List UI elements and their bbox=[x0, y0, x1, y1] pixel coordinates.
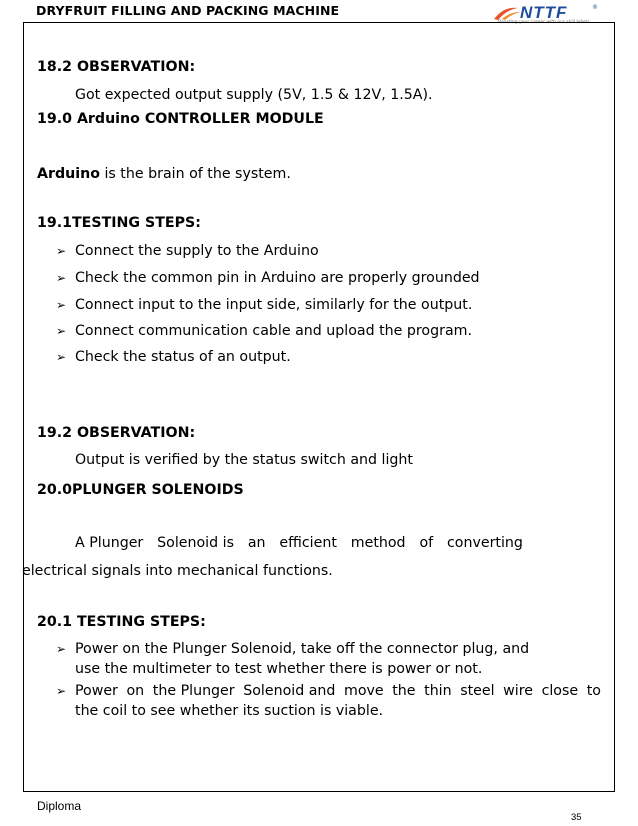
list-item bbox=[56, 323, 472, 339]
step-text: Connect input to the input side, similarly for the output. bbox=[75, 297, 473, 313]
step-text: Connect communication cable and upload the program. bbox=[75, 323, 472, 339]
solenoid-paragraph-line1 bbox=[75, 535, 523, 551]
logo-text: NTTF bbox=[520, 3, 568, 22]
heading-20-0: 20.0PLUNGER SOLENOIDS bbox=[37, 482, 244, 498]
list-item bbox=[56, 349, 291, 365]
word: Solenoid and bbox=[243, 683, 336, 699]
observation-19-2-text: Output is verified by the status switch and light bbox=[75, 452, 413, 468]
word: A Plunger bbox=[75, 535, 144, 551]
word: the bbox=[392, 683, 416, 699]
step-text-continuation: use the multimeter to test whether there is power or not. bbox=[75, 661, 483, 677]
word: an bbox=[247, 535, 266, 551]
nttf-logo bbox=[492, 4, 616, 24]
list-item bbox=[56, 641, 529, 657]
word: Solenoid is bbox=[157, 535, 234, 551]
heading-18-2: 18.2 OBSERVATION: bbox=[37, 59, 196, 75]
bullet-arrow-icon: ➢ bbox=[56, 298, 67, 312]
observation-18-2-text: Got expected output supply (5V, 1.5 & 12V, 1.5A). bbox=[75, 87, 433, 103]
word: to bbox=[586, 683, 601, 699]
logo-tagline: Boosting your career with our skill labels bbox=[498, 20, 590, 25]
arduino-intro-line bbox=[37, 166, 291, 182]
list-item bbox=[56, 683, 75, 699]
word: the Plunger bbox=[152, 683, 235, 699]
word: steel bbox=[460, 683, 495, 699]
solenoid-paragraph-line2: electrical signals into mechanical functions. bbox=[22, 563, 333, 579]
document-header-title: DRYFRUIT FILLING AND PACKING MACHINE bbox=[36, 3, 340, 18]
bullet-arrow-icon: ➢ bbox=[56, 350, 67, 364]
list-item bbox=[56, 270, 480, 286]
bullet-arrow-icon: ➢ bbox=[56, 271, 67, 285]
word: wire bbox=[503, 683, 533, 699]
step2-line1 bbox=[75, 683, 601, 699]
step-text: Check the common pin in Arduino are properly grounded bbox=[75, 270, 480, 286]
step-text: Power on the Plunger Solenoid, take off the connector plug, and bbox=[75, 641, 530, 657]
arduino-bold-word: Arduino bbox=[37, 166, 100, 182]
word: efficient bbox=[279, 535, 337, 551]
word: on bbox=[126, 683, 145, 699]
word: of bbox=[419, 535, 434, 551]
bullet-arrow-icon: ➢ bbox=[56, 642, 67, 656]
step-text-continuation: the coil to see whether its suction is viable. bbox=[75, 703, 384, 719]
bullet-arrow-icon: ➢ bbox=[56, 244, 67, 258]
step-text: Check the status of an output. bbox=[75, 349, 291, 365]
heading-20-1: 20.1 TESTING STEPS: bbox=[37, 614, 206, 630]
word: close bbox=[541, 683, 579, 699]
footer-label: Diploma bbox=[37, 799, 82, 813]
word: thin bbox=[424, 683, 452, 699]
bullet-arrow-icon: ➢ bbox=[56, 684, 67, 698]
word: converting bbox=[447, 535, 523, 551]
arduino-intro-rest: is the brain of the system. bbox=[99, 166, 291, 182]
logo-trademark: ® bbox=[592, 4, 598, 11]
bullet-arrow-icon: ➢ bbox=[56, 324, 67, 338]
word: move bbox=[344, 683, 384, 699]
heading-19-1: 19.1TESTING STEPS: bbox=[37, 215, 201, 231]
page-number: 35 bbox=[571, 812, 582, 823]
heading-19-2: 19.2 OBSERVATION: bbox=[37, 425, 196, 441]
word: method bbox=[350, 535, 406, 551]
word: Power bbox=[75, 683, 118, 699]
list-item bbox=[56, 297, 472, 313]
list-item bbox=[56, 243, 319, 259]
step-text: Connect the supply to the Arduino bbox=[75, 243, 319, 259]
heading-19-0: 19.0 Arduino CONTROLLER MODULE bbox=[37, 111, 324, 127]
